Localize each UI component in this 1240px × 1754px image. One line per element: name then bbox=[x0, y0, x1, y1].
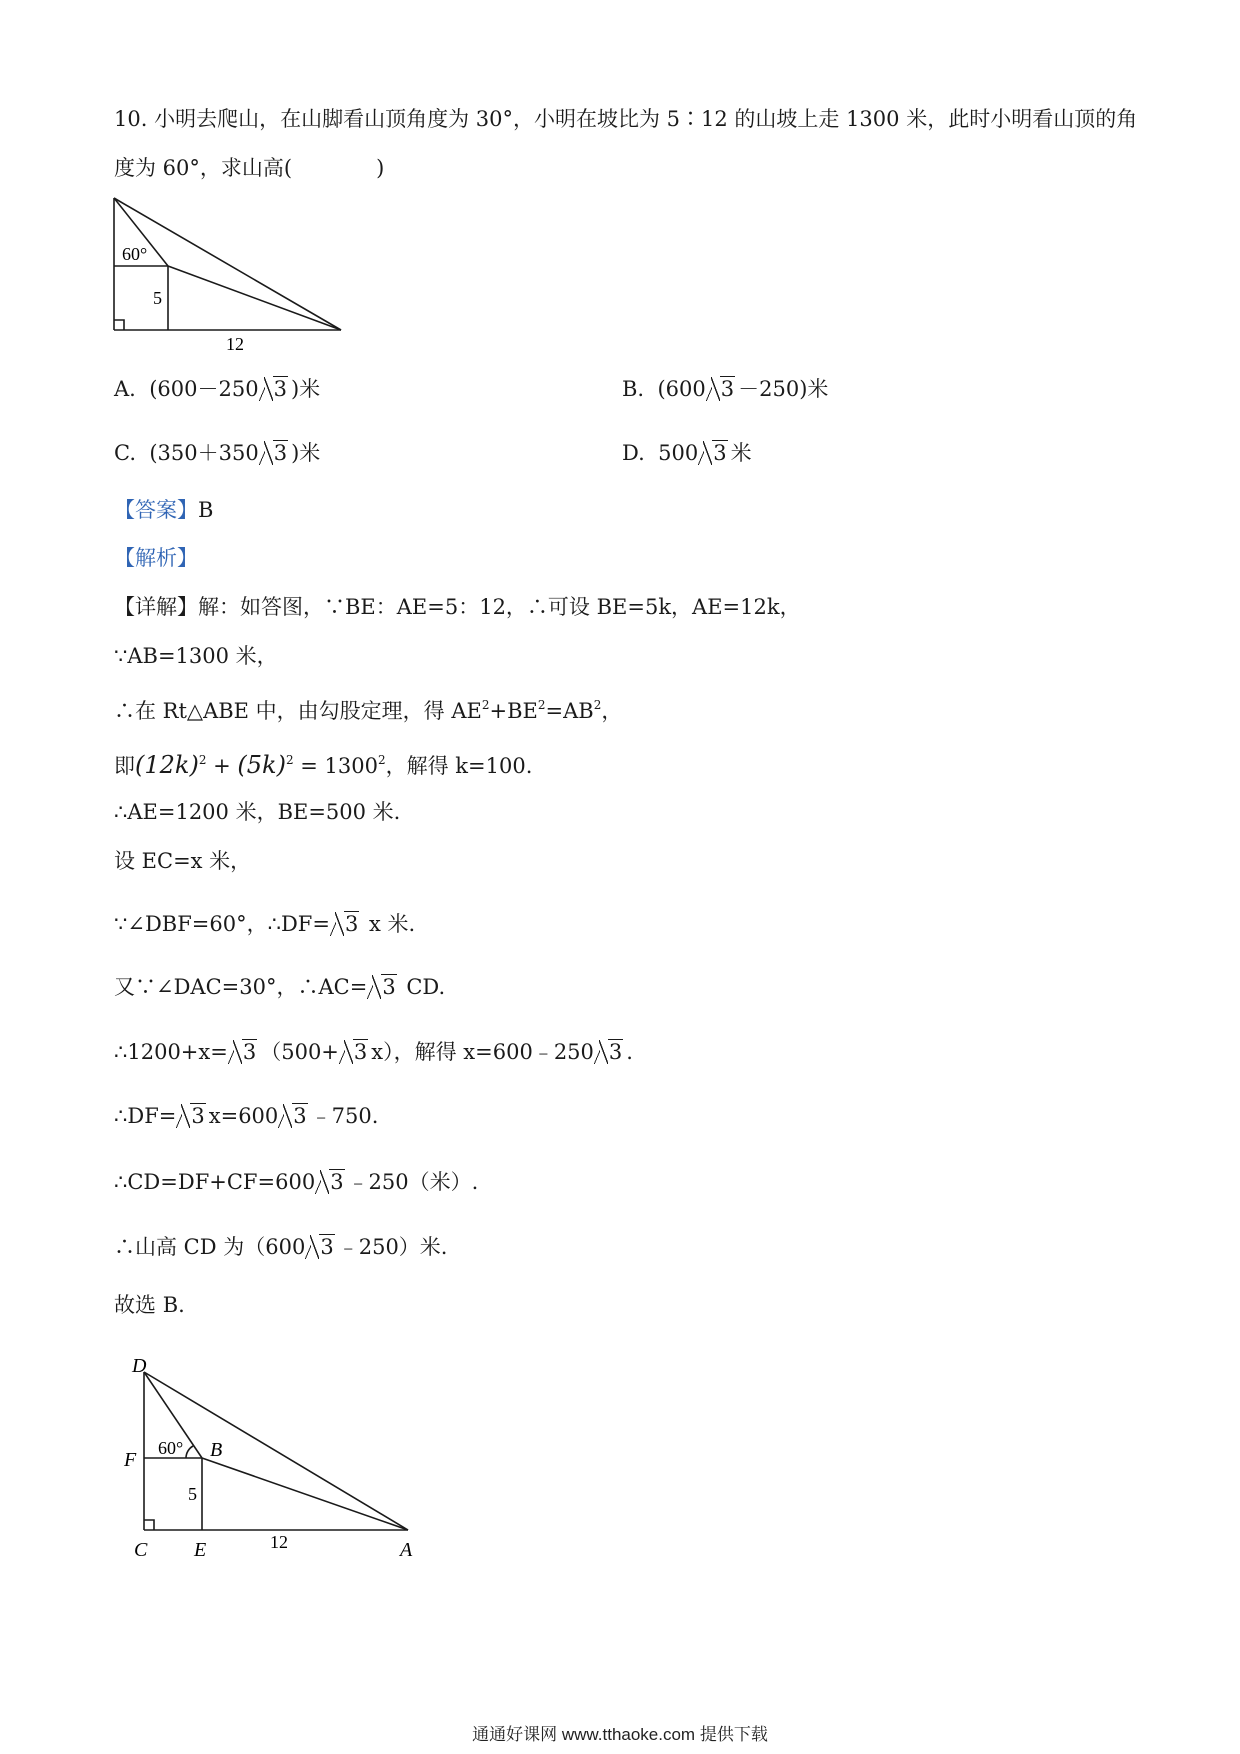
option-d: D. 500 3 米 bbox=[622, 438, 752, 468]
detail-line-2: ∵AB=1300 米， bbox=[114, 644, 278, 668]
fig1-angle-label: 60° bbox=[122, 244, 148, 264]
fig1-vertical-label: 5 bbox=[153, 288, 162, 308]
sqrt-symbol: 3 bbox=[367, 972, 396, 1002]
detail-line-9: ∴1200+x= 3 （500+ 3 x），解得 x=600﹣250 3 . bbox=[114, 1037, 633, 1067]
fig2-horizontal-label: 12 bbox=[270, 1532, 288, 1552]
sqrt-symbol: 3 bbox=[594, 1037, 623, 1067]
fig1-right-angle-mark bbox=[114, 320, 124, 330]
detail-line-8: 又∵∠DAC=30°，∴AC= 3 CD. bbox=[114, 972, 445, 1002]
sqrt-symbol: 3 bbox=[698, 438, 727, 468]
detail-line-3: ∴在 Rt△ABE 中，由勾股定理，得 $AE^2+BE^2=AB^2$， bbox=[114, 698, 623, 723]
sqrt-symbol: 3 bbox=[278, 1101, 307, 1131]
fig2-right-angle-mark bbox=[144, 1520, 154, 1530]
detail-line-12: ∴山高 CD 为（600 3 ﹣250）米. bbox=[114, 1232, 447, 1262]
detail-line-13: 故选 B. bbox=[114, 1293, 185, 1317]
fig1-hypotenuse bbox=[114, 198, 341, 330]
fig2-angle-label: 60° bbox=[158, 1438, 184, 1458]
fig2-label-e: E bbox=[194, 1539, 207, 1561]
fig2-label-d: D bbox=[132, 1355, 147, 1377]
option-b: B. (600 3 －250)米 bbox=[622, 374, 828, 404]
fig2-label-c: C bbox=[134, 1539, 148, 1561]
detail-line-6: 设 EC=x 米， bbox=[114, 849, 252, 873]
question-line-2: 度为 60°，求山高( ) bbox=[114, 156, 385, 180]
fig2-label-f: F bbox=[124, 1449, 137, 1471]
sqrt-symbol: 3 bbox=[259, 374, 288, 404]
option-c: C. (350＋350 3 )米 bbox=[114, 438, 320, 468]
question-line-1: 10. 小明去爬山，在山脚看山顶角度为 30°，小明在坡比为 5∶12 的山坡上走 1300 米，此时小明看山顶的角 bbox=[114, 107, 1138, 131]
sqrt-symbol: 3 bbox=[176, 1101, 205, 1131]
sqrt-symbol: 3 bbox=[330, 909, 359, 939]
fig2-label-a: A bbox=[400, 1539, 413, 1561]
fig2-angle-arc bbox=[186, 1446, 193, 1458]
option-a: A. (600－250 3 )米 bbox=[114, 374, 320, 404]
detail-line-1: 【详解】解：如答图，∵BE：AE=5：12，∴可设 BE=5k，AE=12k， bbox=[114, 595, 801, 619]
detail-line-10: ∴DF= 3 x=600 3 ﹣750. bbox=[114, 1101, 378, 1131]
answer-line: 【答案】B bbox=[114, 498, 214, 522]
sqrt-symbol: 3 bbox=[315, 1167, 344, 1197]
detail-line-4: 即$(12k)^2 + (5k)^2 = 1300^2$，解得 k=100. bbox=[114, 751, 533, 779]
sqrt-symbol: 3 bbox=[259, 438, 288, 468]
sqrt-symbol: 3 bbox=[305, 1232, 334, 1262]
detail-line-11: ∴CD=DF+CF=600 3 ﹣250（米）. bbox=[114, 1167, 478, 1197]
fig2-segment-da bbox=[144, 1372, 408, 1530]
question-figure bbox=[108, 192, 348, 352]
analysis-heading: 【解析】 bbox=[114, 546, 198, 570]
detail-line-5: ∴AE=1200 米，BE=500 米. bbox=[114, 800, 401, 824]
footer-watermark: 通通好课网 www.tthaoke.com 提供下载 bbox=[472, 1725, 768, 1744]
fig2-label-b: B bbox=[210, 1439, 223, 1461]
detail-line-7: ∵∠DBF=60°，∴DF= 3 x 米. bbox=[114, 909, 415, 939]
fig1-horizontal-label: 12 bbox=[226, 334, 244, 352]
answer-figure bbox=[118, 1354, 418, 1564]
fig1-slope bbox=[168, 266, 341, 330]
fig2-vertical-label: 5 bbox=[188, 1484, 197, 1504]
sqrt-symbol: 3 bbox=[228, 1037, 257, 1067]
sqrt-symbol: 3 bbox=[339, 1037, 368, 1067]
sqrt-symbol: 3 bbox=[706, 374, 735, 404]
